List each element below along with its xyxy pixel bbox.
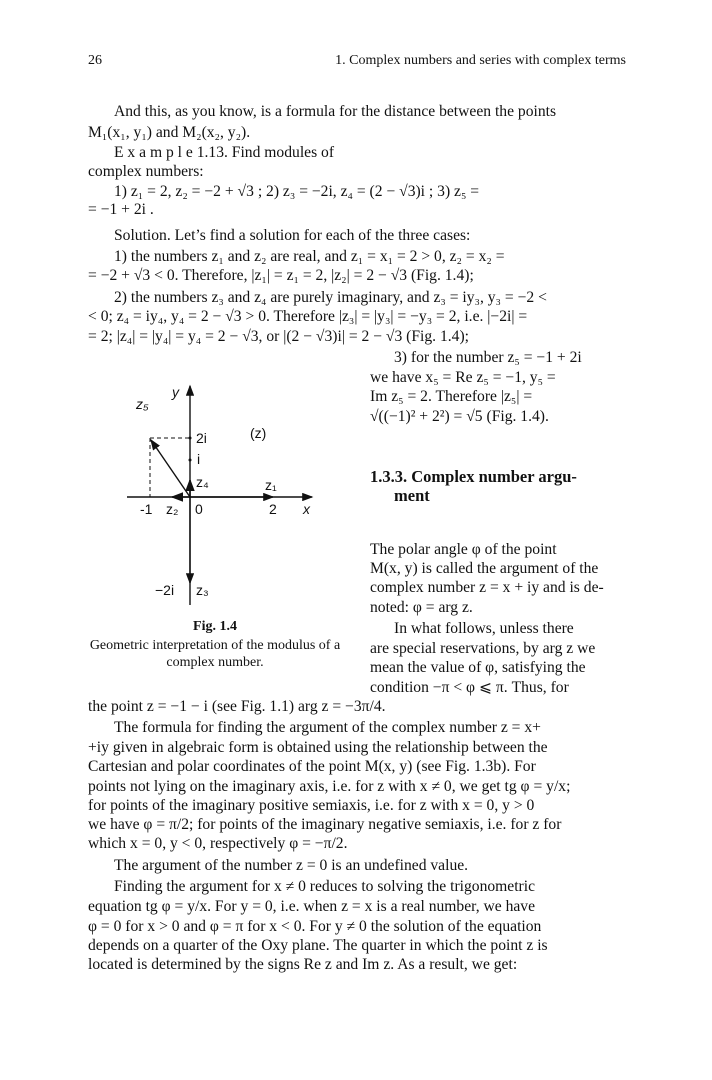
two-i-label: 2i <box>196 430 207 446</box>
z1-label: z₁ <box>265 477 277 493</box>
zero-label: 0 <box>195 501 203 517</box>
text-line: = −1 + 2i . <box>88 201 154 218</box>
y-axis-label: y <box>172 384 179 400</box>
z5-label: z₅ <box>136 396 149 412</box>
text-line: = 2; |z₄| = |y₄| = y₄ = 2 − √3, or |(2 − √3)i| = 2 − √3 (Fig. 1.4); <box>88 328 469 345</box>
two-i-point <box>189 437 192 440</box>
figure-caption: Geometric interpretation of the modulus of a complex number. <box>89 638 341 670</box>
text-line: √((−1)² + 2²) = √5 (Fig. 1.4). <box>370 408 549 425</box>
text-line: 2) the numbers z₃ and z₄ are purely imaginary, and z₃ = iy₃, y₃ = −2 < <box>114 289 547 306</box>
text-line: Finding the argument for x ≠ 0 reduces to solving the trigonometric <box>114 878 535 895</box>
text-line: complex numbers: <box>88 163 204 180</box>
text-line: 1) z₁ = 2, z₂ = −2 + √3 ; 2) z₃ = −2i, z₄ = (2 − √3)i ; 3) z₅ = <box>114 183 480 200</box>
text-line: < 0; z₄ = iy₄, y₄ = 2 − √3 > 0. Therefore |z₃| = |y₃| = −y₃ = 2, i.e. |−2i| = <box>88 308 528 325</box>
z3-label: z₃ <box>196 582 209 598</box>
minus-two-i-label: −2i <box>155 582 175 598</box>
i-point <box>189 459 192 462</box>
text-line: M(x, y) is called the argument of the <box>370 560 599 577</box>
text-line: noted: φ = arg z. <box>370 599 473 616</box>
text-line: Cartesian and polar coordinates of the point M(x, y) (see Fig. 1.3b). For <box>88 758 536 775</box>
text-line: M₁(x₁, y₁) and M₂(x₂, y₂). <box>88 124 251 141</box>
text-line: points not lying on the imaginary axis, i.e. for z with x ≠ 0, we get tg φ = y/x; <box>88 778 571 795</box>
i-label: i <box>197 451 201 467</box>
text-line: Solution. Let’s find a solution for each of the three cases: <box>114 227 471 244</box>
text-line: φ = 0 for x > 0 and φ = π for x < 0. For y ≠ 0 the solution of the equation <box>88 918 542 935</box>
section-heading: ment <box>394 486 430 505</box>
text-line: Im z₅ = 2. Therefore |z₅| = <box>370 388 533 405</box>
text-line: And this, as you know, is a formula for the distance between the points <box>114 103 557 120</box>
text-line: which x = 0, y < 0, respectively φ = −π/2. <box>88 835 348 852</box>
text-line: condition −π < φ ⩽ π. Thus, for <box>370 679 569 696</box>
text-line: complex number z = x + iy and is de- <box>370 579 604 596</box>
text-line: located is determined by the signs Re z and Im z. As a result, we get: <box>88 956 518 973</box>
z2-label: z₂ <box>166 501 179 517</box>
section-heading: 1.3.3. Complex number argu- <box>370 467 577 486</box>
text-line: equation tg φ = y/x. For y = 0, i.e. when z = x is a real number, we have <box>88 898 536 915</box>
two-label: 2 <box>269 501 277 517</box>
text-line: for points of the imaginary positive semiaxis, i.e. for z with x = 0, y > 0 <box>88 797 535 814</box>
text-line: we have φ = π/2; for points of the imaginary negative semiaxis, i.e. for z for <box>88 816 562 833</box>
page-number: 26 <box>88 53 102 68</box>
text-line: The polar angle φ of the point <box>370 541 557 558</box>
plane-label: (z) <box>250 425 267 441</box>
text-line: The formula for finding the argument of the complex number z = x+ <box>114 719 541 736</box>
text-line: the point z = −1 − i (see Fig. 1.1) arg z = −3π/4. <box>88 698 386 715</box>
text-line: 3) for the number z₅ = −1 + 2i <box>394 349 582 366</box>
minus-one-label: -1 <box>140 501 153 517</box>
x-axis-label: x <box>303 501 310 517</box>
text-line: = −2 + √3 < 0. Therefore, |z₁| = z₁ = 2, |z₂| = 2 − √3 (Fig. 1.4); <box>88 267 474 284</box>
text-line: depends on a quarter of the Oxy plane. The quarter in which the point z is <box>88 937 548 954</box>
running-title: 1. Complex numbers and series with complex terms <box>335 53 626 68</box>
text-line: E x a m p l e 1.13. Find modules of <box>114 144 335 161</box>
text-line: +iy given in algebraic form is obtained using the relationship between the <box>88 739 548 756</box>
text-line: In what follows, unless there <box>394 620 574 637</box>
text-line: 1) the numbers z₁ and z₂ are real, and z₁ = x₁ = 2 > 0, z₂ = x₂ = <box>114 248 505 265</box>
text-line: mean the value of φ, satisfying the <box>370 659 586 676</box>
figure-title: Fig. 1.4 <box>193 619 237 634</box>
text-line: we have x₅ = Re z₅ = −1, y₅ = <box>370 369 556 386</box>
z4-label: z₄ <box>196 474 209 490</box>
text-line: are special reservations, by arg z we <box>370 640 596 657</box>
z5-vector <box>151 440 190 497</box>
text-line: The argument of the number z = 0 is an undefined value. <box>114 857 469 874</box>
